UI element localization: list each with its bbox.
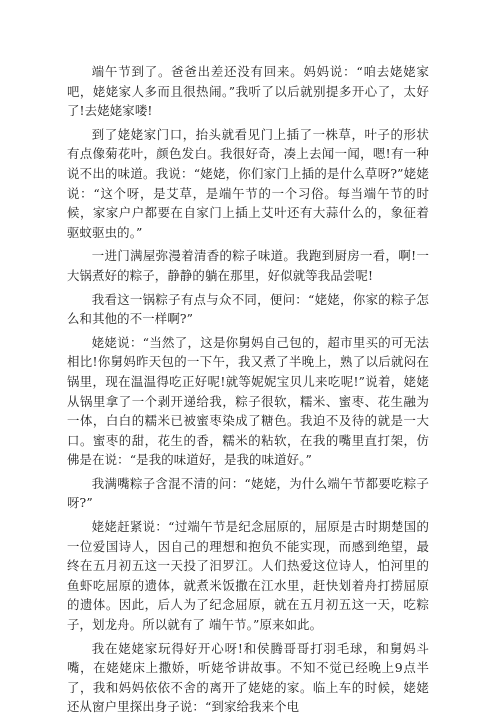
paragraph-2: 到了姥姥家门口，抬头就看见门上插了一株草，叶子的形状有点像菊花叶，颜色发白。我很好奇，凑上去闻一闻，嗯!有一种说不出的味道。我说：“姥姥，你们家门上插的是什么草呀?”姥姥说：“这个呀，是艾草，是端午节的一个习俗。每当端午节的时候，家家户户都要在自家门上插上艾叶还有大蒜什么的，象征着驱蚊驱虫的。” xyxy=(67,126,429,240)
paragraph-3: 一进门满屋弥漫着清香的粽子味道。我跑到厨房一看，啊!一大锅煮好的粽子，静静的躺在那里，好似就等我品尝呢! xyxy=(67,248,429,283)
paragraph-8: 我在姥姥家玩得好开心呀!和侯腾哥哥打羽毛球，和舅妈斗嘴，在姥姥床上撒娇，听姥爷讲故事。不知不觉已经晚上9点半了，我和妈妈依依不舍的离开了姥姥的家。临上车的时候，姥姥还从窗户里探出身子说：“到家给我来个电 xyxy=(67,640,429,715)
article-body xyxy=(67,62,429,721)
paragraph-7: 姥姥赶紧说：“过端午节是纪念屈原的，屈原是古时期楚国的一位爱国诗人，因自己的理想和抱负不能实现，而感到绝望，最终在五月初五这一天投了汨罗江。人们热爱这位诗人，怕河里的鱼虾吃屈原的遗体，就煮米饭撒在江水里，赶快划着舟打捞屈原的遗体。因此，后人为了纪念屈原，就在五月初五这一天，吃粽子，划龙舟。所以就有了 端午节。”原来如此。 xyxy=(67,519,429,633)
paragraph-6: 我满嘴粽子含混不清的问：“姥姥，为什么端午节都要吃粽子呀?” xyxy=(67,475,429,511)
paragraph-1: 端午节到了。爸爸出差还没有回来。妈妈说：“咱去姥姥家吧，姥姥家人多而且很热闹。”我听了以后就别提多开心了，太好了!去姥姥家喽! xyxy=(67,64,429,119)
paragraph-5: 姥姥说：“当然了，这是你舅妈自己包的，超市里买的可无法相比!你舅妈昨天包的一下午，我又煮了半晚上，熟了以后就闷在锅里，现在温温得吃正好呢!就等妮妮宝贝儿来吃呢!”说着，姥姥从锅里拿了一个剥开递给我，粽子很软，糯米、蜜枣、花生融为一体，白白的糯米已被蜜枣染成了糖色。我迫不及待的就是一大口。蜜枣的甜，花生的香，糯米的粘软，在我的嘴里直打架，仿佛是在说：“是我的味道好，是我的味道好。” xyxy=(67,334,429,468)
paragraph-4: 我看这一锅粽子有点与众不同，便问：“姥姥，你家的粽子怎么和其他的不一样啊?” xyxy=(67,291,429,327)
